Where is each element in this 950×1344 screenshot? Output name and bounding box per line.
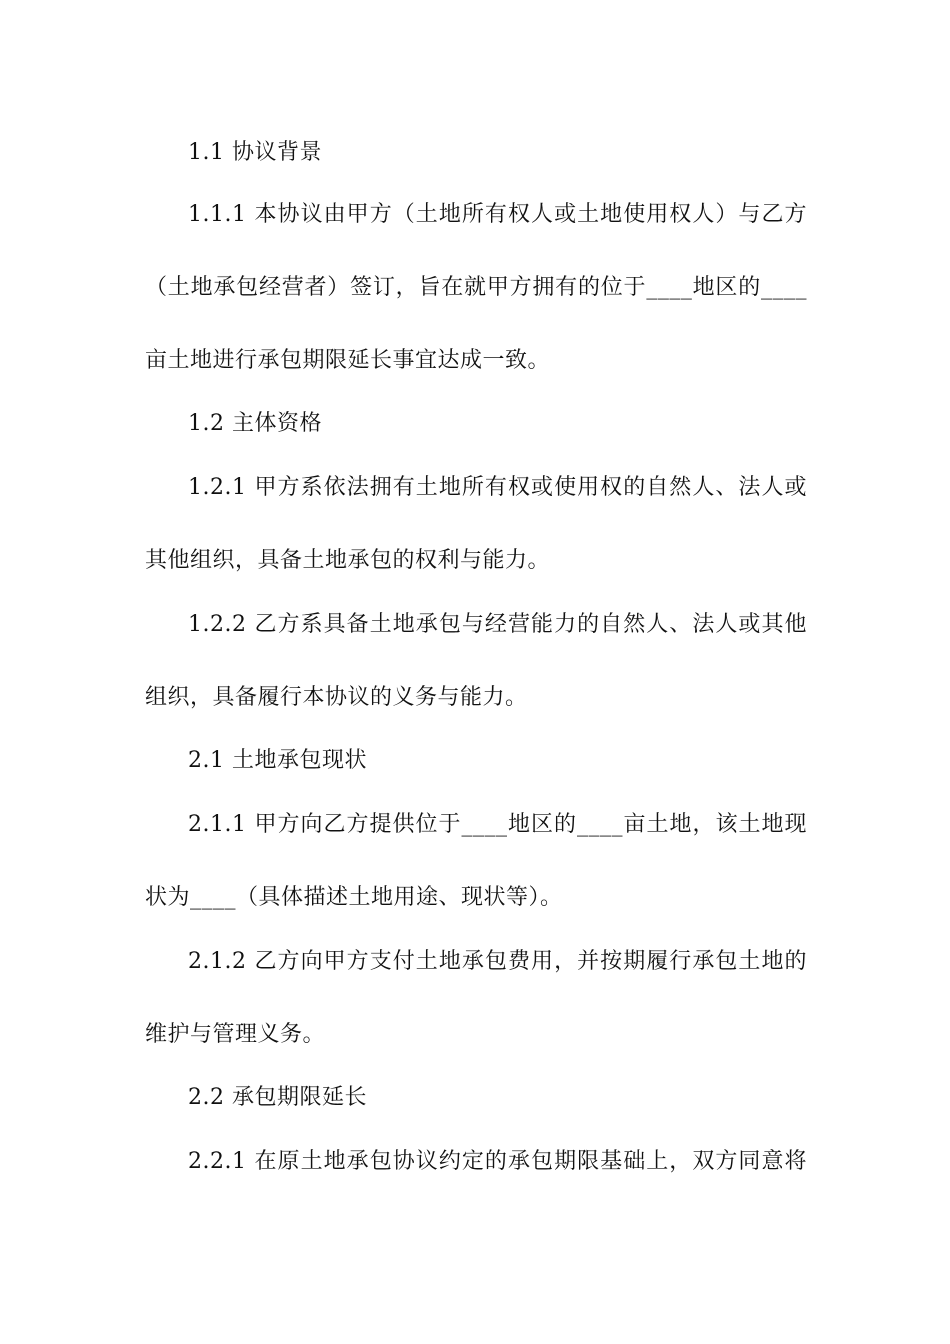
paragraph-line: 1.2.2 乙方系具备土地承包与经营能力的自然人、法人或其他 <box>188 612 807 637</box>
paragraph-line: 维护与管理义务。 <box>145 1022 326 1047</box>
paragraph-line: 1.2.1 甲方系依法拥有土地所有权或使用权的自然人、法人或 <box>188 475 807 500</box>
paragraph-line: 亩土地进行承包期限延长事宜达成一致。 <box>145 348 551 373</box>
paragraph-line: 1.1.1 本协议由甲方（土地所有权人或土地使用权人）与乙方 <box>188 202 807 227</box>
paragraph-line: 其他组织，具备土地承包的权利与能力。 <box>145 548 551 573</box>
paragraph-line: 组织，具备履行本协议的义务与能力。 <box>145 685 528 710</box>
paragraph-line: 状为____（具体描述土地用途、现状等）。 <box>145 885 563 910</box>
section-heading-2-1: 2.1 土地承包现状 <box>188 748 367 773</box>
paragraph-line: 2.2.1 在原土地承包协议约定的承包期限基础上，双方同意将 <box>188 1149 807 1174</box>
paragraph-line: 2.1.1 甲方向乙方提供位于____地区的____亩土地，该土地现 <box>188 812 807 837</box>
section-heading-1-1: 1.1 协议背景 <box>188 140 322 165</box>
paragraph-line: 2.1.2 乙方向甲方支付土地承包费用，并按期履行承包土地的 <box>188 949 807 974</box>
section-heading-1-2: 1.2 主体资格 <box>188 411 322 436</box>
paragraph-line: （土地承包经营者）签订，旨在就甲方拥有的位于____地区的____ <box>145 275 807 300</box>
section-heading-2-2: 2.2 承包期限延长 <box>188 1085 367 1110</box>
